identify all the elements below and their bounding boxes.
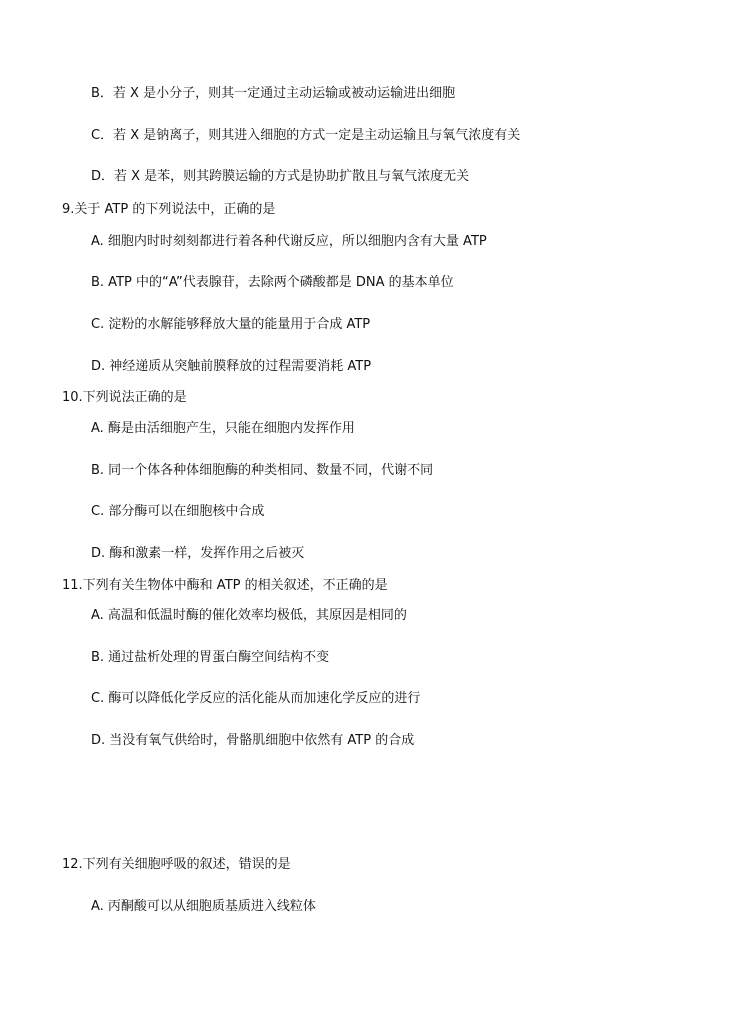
q10-option-c: C. 部分酶可以在细胞核中合成 — [91, 504, 265, 519]
q11-option-c: C. 酶可以降低化学反应的活化能从而加速化学反应的进行 — [91, 691, 421, 706]
q8-option-d: D．若 X 是苯，则其跨膜运输的方式是协助扩散且与氧气浓度无关 — [91, 169, 470, 184]
q9-option-a: A. 细胞内时时刻刻都进行着各种代谢反应，所以细胞内含有大量 ATP — [91, 234, 487, 249]
q11-option-a: A. 高温和低温时酶的催化效率均极低，其原因是相同的 — [91, 608, 407, 623]
q9-stem: 9.关于 ATP 的下列说法中，正确的是 — [62, 202, 276, 217]
q9-option-b: B. ATP 中的“A”代表腺苷，去除两个磷酸都是 DNA 的基本单位 — [91, 275, 454, 290]
q9-option-c: C. 淀粉的水解能够释放大量的能量用于合成 ATP — [91, 317, 371, 332]
q8-option-c: C．若 X 是钠离子，则其进入细胞的方式一定是主动运输且与氧气浓度有关 — [91, 128, 521, 143]
q10-option-d: D. 酶和激素一样，发挥作用之后被灭 — [91, 546, 305, 561]
q12-option-a: A. 丙酮酸可以从细胞质基质进入线粒体 — [91, 899, 316, 914]
q10-stem: 10.下列说法正确的是 — [62, 390, 187, 405]
q11-stem: 11.下列有关生物体中酶和 ATP 的相关叙述，不正确的是 — [62, 578, 388, 593]
q8-option-b: B．若 X 是小分子，则其一定通过主动运输或被动运输进出细胞 — [91, 86, 456, 101]
q10-option-b: B. 同一个体各种体细胞酶的种类相同、数量不同，代谢不同 — [91, 463, 434, 478]
q9-option-d: D. 神经递质从突触前膜释放的过程需要消耗 ATP — [91, 359, 372, 374]
q11-option-d: D. 当没有氧气供给时，骨骼肌细胞中依然有 ATP 的合成 — [91, 733, 415, 748]
q10-option-a: A. 酶是由活细胞产生，只能在细胞内发挥作用 — [91, 421, 355, 436]
q11-option-b: B. 通过盐析处理的胃蛋白酶空间结构不变 — [91, 650, 330, 665]
q12-stem: 12.下列有关细胞呼吸的叙述，错误的是 — [62, 857, 291, 872]
